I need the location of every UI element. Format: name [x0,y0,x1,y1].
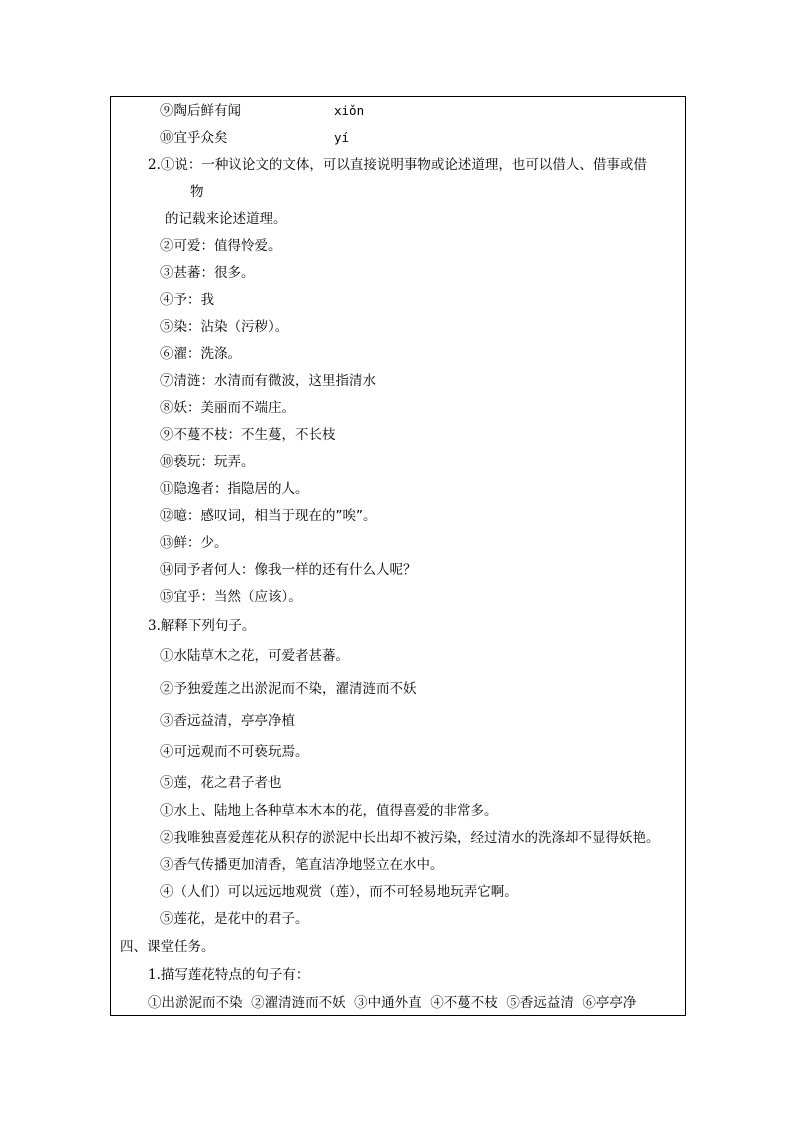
definition-item: ⑧妖：美丽而不端庄。 [160,400,295,416]
sentence-answer: ⑤莲花，是花中的君子。 [160,911,309,927]
definition-item: ②可爱：值得怜爱。 [160,238,282,254]
definition-item: ⑩亵玩：玩弄。 [160,454,255,470]
definition-item: ④予：我 [160,292,214,308]
definition-item: ⑪隐逸者：指隐居的人。 [160,481,309,497]
sentence-answer: ①水上、陆地上各种草本木本的花，值得喜爱的非常多。 [160,803,498,819]
definition-item: ⑮宜乎：当然（应该）。 [160,589,302,605]
task1-heading: 1.描写莲花特点的句子有： [148,967,310,983]
definition-item: ⑨不蔓不枝：不生蔓，不长枝 [160,427,336,443]
section2-heading-cont: 的记载来论述道理。 [165,211,287,227]
definition-item: ⑭同予者何人：像我一样的还有什么人呢？ [160,562,417,578]
definition-item: ⑥濯：洗涤。 [160,346,241,362]
definition-item: ⑤染：沾染（污秽）。 [160,319,289,335]
definition-item: ⑫噫：感叹词，相当于现在的”唉”。 [160,508,377,524]
section4-heading: 四、课堂任务。 [120,939,215,955]
sentence-question: ①水陆草木之花，可爱者甚蕃。 [160,648,349,664]
definition-item: ③甚蕃：很多。 [160,265,255,281]
sentence-question: ④可远观而不可亵玩焉。 [160,744,309,760]
section3-heading: 3.解释下列句子。 [148,618,256,634]
definition-item: ⑬鲜：少。 [160,535,228,551]
section2-heading: 2.①说：一种议论文的文体，可以直接说明事物或论述道理，也可以借人、借事或借 [148,157,647,173]
sentence-question: ⑤莲，花之君子者也 [160,775,282,791]
vocab-item-9: ⑨陶后鲜有闻 [160,103,241,119]
sentence-question: ②予独爱莲之出淤泥而不染，濯清涟而不妖 [160,681,417,697]
section2-heading-wrap: 物 [190,184,204,200]
sentence-answer: ②我唯独喜爱莲花从积存的淤泥中长出却不被污染，经过清水的洗涤却不显得妖艳。 [160,830,660,846]
vocab-pinyin-9: xiǒn [334,103,365,118]
task1-answers: ①出淤泥而不染 ②濯清涟而不妖 ③中通外直 ④不蔓不枝 ⑤香远益清 ⑥亭亭净 [148,995,637,1011]
sentence-answer: ④（人们）可以远远地观赏（莲），而不可轻易地玩弄它啊。 [160,884,518,900]
vocab-item-10: ⑩宜乎众矣 [160,130,228,146]
sentence-answer: ③香气传播更加清香，笔直洁净地竖立在水中。 [160,857,444,873]
definition-item: ⑦清涟：水清而有微波，这里指清水 [160,373,376,389]
vocab-pinyin-10: yí [334,130,350,145]
sentence-question: ③香远益清，亭亭净植 [160,713,295,729]
page-frame [110,96,686,1016]
